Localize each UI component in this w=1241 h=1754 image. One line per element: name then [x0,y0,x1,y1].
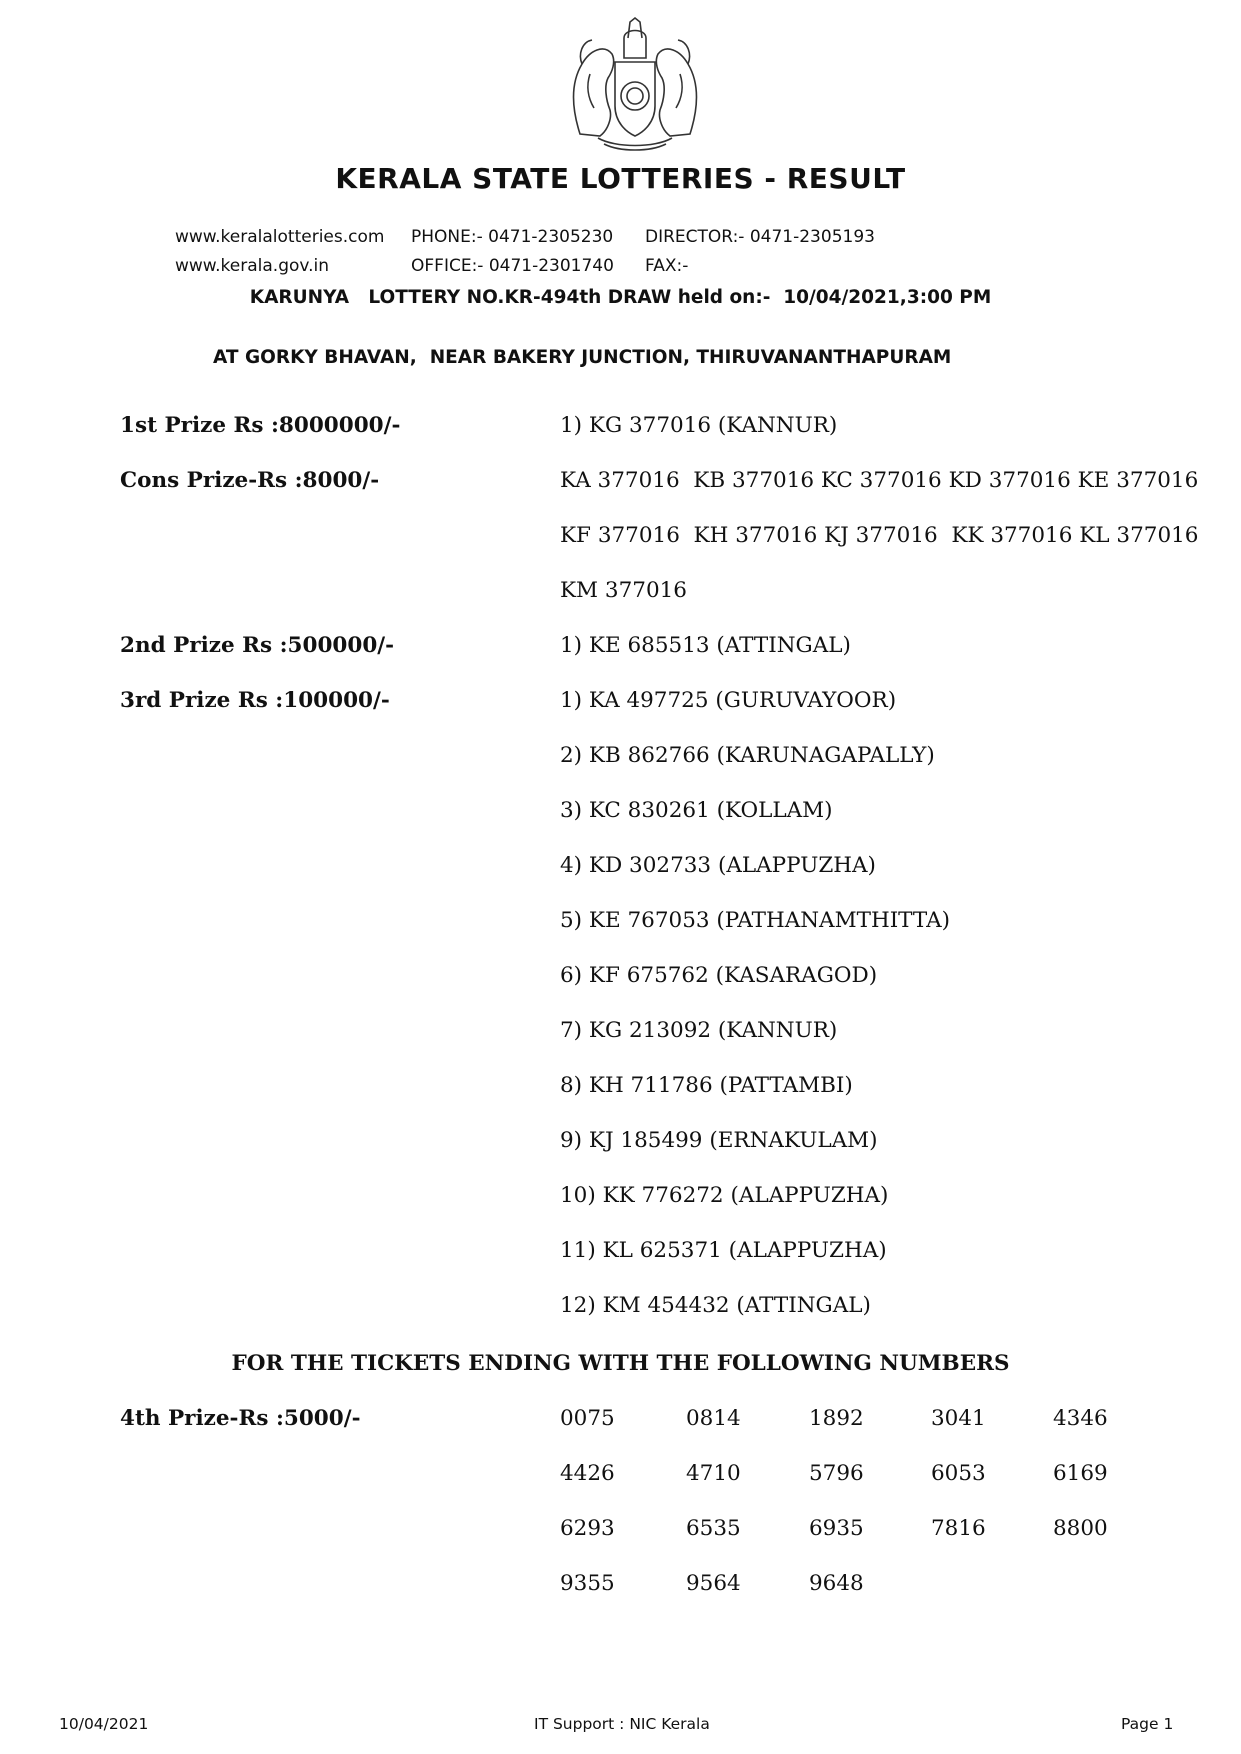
director-phone: DIRECTOR:- 0471-2305193 [645,227,875,247]
third-prize-winner: 9) KJ 185499 (ERNAKULAM) [560,1128,878,1153]
fourth-prize-number: 6935 [809,1516,864,1541]
third-prize-winner: 5) KE 767053 (PATHANAMTHITTA) [560,908,951,933]
cons-prize-label: Cons Prize-Rs :8000/- [120,468,380,493]
fourth-prize-number: 4710 [686,1461,741,1486]
third-prize-winner: 8) KH 711786 (PATTAMBI) [560,1073,853,1098]
fourth-prize-number: 4346 [1053,1406,1108,1431]
draw-info: KARUNYA LOTTERY NO.KR-494th DRAW held on:- 10/04/2021,3:00 PM [249,287,992,308]
footer-date: 10/04/2021 [59,1715,149,1733]
fourth-prize-number: 9564 [686,1571,741,1596]
fourth-prize-number: 6535 [686,1516,741,1541]
fourth-prize-number: 9355 [560,1571,615,1596]
third-prize-winner: 7) KG 213092 (KANNUR) [560,1018,838,1043]
gov-website-link[interactable]: www.kerala.gov.in [175,256,330,276]
second-prize-label: 2nd Prize Rs :500000/- [120,633,395,658]
first-prize-label: 1st Prize Rs :8000000/- [120,413,401,438]
second-prize-winner: 1) KE 685513 (ATTINGAL) [560,633,851,658]
fourth-prize-number: 8800 [1053,1516,1108,1541]
third-prize-winner: 1) KA 497725 (GURUVAYOOR) [560,688,897,713]
fourth-prize-number: 7816 [931,1516,986,1541]
cons-prize-line: KM 377016 [560,578,687,603]
kerala-emblem-icon [560,14,710,154]
footer-page-number: Page 1 [1121,1715,1174,1733]
cons-prize-line: KA 377016 KB 377016 KC 377016 KD 377016 KE 377016 [560,468,1199,493]
fourth-prize-label: 4th Prize-Rs :5000/- [120,1406,361,1431]
third-prize-winner: 6) KF 675762 (KASARAGOD) [560,963,878,988]
fourth-prize-number: 6053 [931,1461,986,1486]
cons-prize-line: KF 377016 KH 377016 KJ 377016 KK 377016 KL 377016 [560,523,1199,548]
phone-number: PHONE:- 0471-2305230 [411,227,614,247]
tickets-ending-heading: FOR THE TICKETS ENDING WITH THE FOLLOWING NUMBERS [231,1351,1010,1376]
fourth-prize-number: 6169 [1053,1461,1108,1486]
third-prize-winner: 3) KC 830261 (KOLLAM) [560,798,833,823]
fourth-prize-number: 6293 [560,1516,615,1541]
office-phone: OFFICE:- 0471-2301740 [411,256,614,276]
third-prize-label: 3rd Prize Rs :100000/- [120,688,390,713]
footer-support: IT Support : NIC Kerala [534,1715,710,1733]
fourth-prize-number: 1892 [809,1406,864,1431]
fourth-prize-number: 4426 [560,1461,615,1486]
third-prize-winner: 4) KD 302733 (ALAPPUZHA) [560,853,876,878]
third-prize-winner: 2) KB 862766 (KARUNAGAPALLY) [560,743,935,768]
third-prize-winner: 11) KL 625371 (ALAPPUZHA) [560,1238,887,1263]
page-title: KERALA STATE LOTTERIES - RESULT [335,162,906,195]
first-prize-winner: 1) KG 377016 (KANNUR) [560,413,838,438]
fourth-prize-number: 5796 [809,1461,864,1486]
fourth-prize-number: 9648 [809,1571,864,1596]
third-prize-winner: 12) KM 454432 (ATTINGAL) [560,1293,871,1318]
draw-venue: AT GORKY BHAVAN, NEAR BAKERY JUNCTION, THIRUVANANTHAPURAM [213,347,952,368]
website-link[interactable]: www.keralalotteries.com [175,227,385,247]
fourth-prize-number: 0814 [686,1406,741,1431]
fourth-prize-number: 0075 [560,1406,615,1431]
fax-number: FAX:- [645,256,689,276]
fourth-prize-number: 3041 [931,1406,986,1431]
third-prize-winner: 10) KK 776272 (ALAPPUZHA) [560,1183,889,1208]
